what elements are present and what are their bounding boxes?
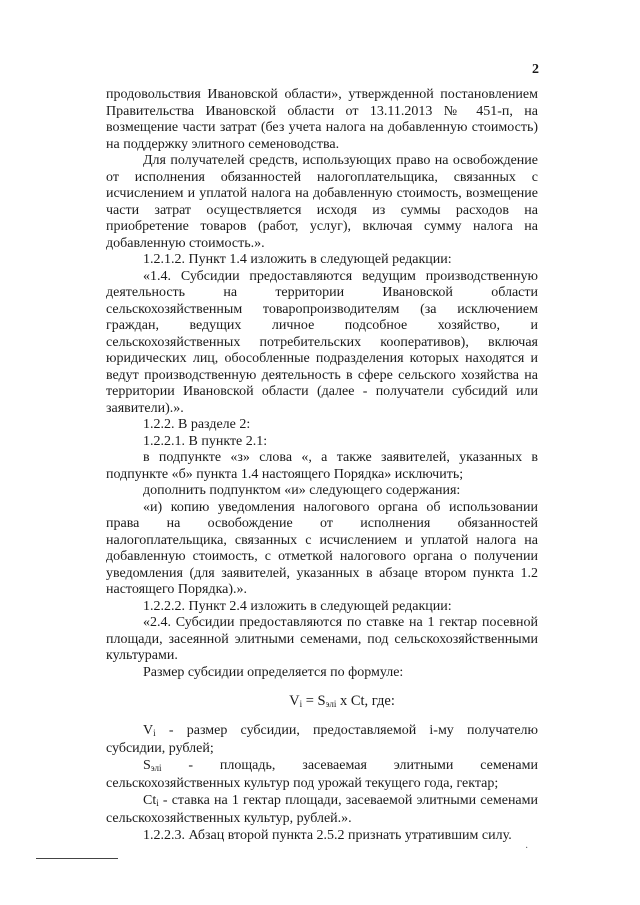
paragraph-9: «и) копию уведомления налогового органа об использовании права на освобождение от исполнения обязанностей налогоплательщика, связанных с исчислением и уплатой налога на добавленную стоимость, с отметкой налогового органа о получении уведомления (для заявителей, указанных в абзаце втором пункта 1.2 настоящего Порядка).». [106,499,538,597]
paragraph-6: 1.2.2.1. В пункте 2.1: [143,433,268,449]
paragraph-7: в подпункте «з» слова «, а также заявителей, указанных в подпункте «б» пункта 1.4 настоящего Порядка» исключить; [106,450,538,482]
paragraph-2: Для получателей средств, использующих право на освобождение от исполнения обязанностей налогоплательщика, связанных с исчислением и уплатой налога на добавленную стоимость, возмещение части затрат осуществляется исходя из суммы расходов на приобретение товаров (работ, услуг), включая сумму налога на добавленную стоимость.». [106,153,538,251]
formula-s-sub: элi [325,699,337,709]
paragraph-12: Размер субсидии определяется по формуле: [143,664,404,680]
variable-s: $S_{элi}$ - площадь, засеваемая элитными семенами сельскохозяйственных культур под урожай текущего года, гектар; [106,757,538,791]
formula-rest: x Ct, где: [336,693,395,709]
footer-mark: · [525,843,529,854]
paragraph-3: 1.2.1.2. Пункт 1.4 изложить в следующей редакции: [143,252,452,267]
formula-v-sub: i [299,699,303,709]
paragraph-11: «2.4. Субсидии предоставляются по ставке на 1 гектар посевной площади, засеянной элитными семенами, под сельскохозяйственными культурами. [106,615,538,663]
paragraph-5: 1.2.2. В разделе 2: [143,417,251,432]
page-number: 2 [532,62,539,77]
formula-eq: = S [302,693,326,709]
document-body [106,87,538,844]
variable-ct: $Ct_i$ - ставка на 1 гектар площади, засеваемой элитными семенами сельскохозяйственных культур, рублей.». [106,792,538,826]
variable-v: $V_i$ - размер субсидии, предоставляемой i-му получателю субсидии, рублей; [106,722,538,756]
paragraph-4: «1.4. Субсидии предоставляются ведущим производственную деятельность на территории Ивановской области сельскохозяйственным товаропроизводителям (за исключением граждан, ведущих личное подсобное хозяйство, и сельскохозяйственных потребительских кооперативов), включая юридических лиц, обособленные подразделения которых находятся и ведут производственную деятельность в сфере сельского хозяйства на территории Ивановской области (далее - получатели субсидий или заявители).». [106,268,538,416]
formula-v: V [289,693,300,709]
paragraph-1: продовольствия Ивановской области», утвержденной постановлением Правительства Ивановской области от 13.11.2013 № 451-п, на возмещение части затрат (без учета налога на добавленную стоимость) на поддержку элитного семеноводства. [106,87,538,152]
paragraph-10: 1.2.2.2. Пункт 2.4 изложить в следующей редакции: [143,598,452,614]
paragraph-8: дополнить подпунктом «и» следующего содержания: [143,483,461,498]
subsidy-formula [106,693,538,713]
paragraph-last: 1.2.2.3. Абзац второй пункта 2.5.2 признать утратившим силу. [143,827,512,843]
footer-divider [36,858,118,859]
